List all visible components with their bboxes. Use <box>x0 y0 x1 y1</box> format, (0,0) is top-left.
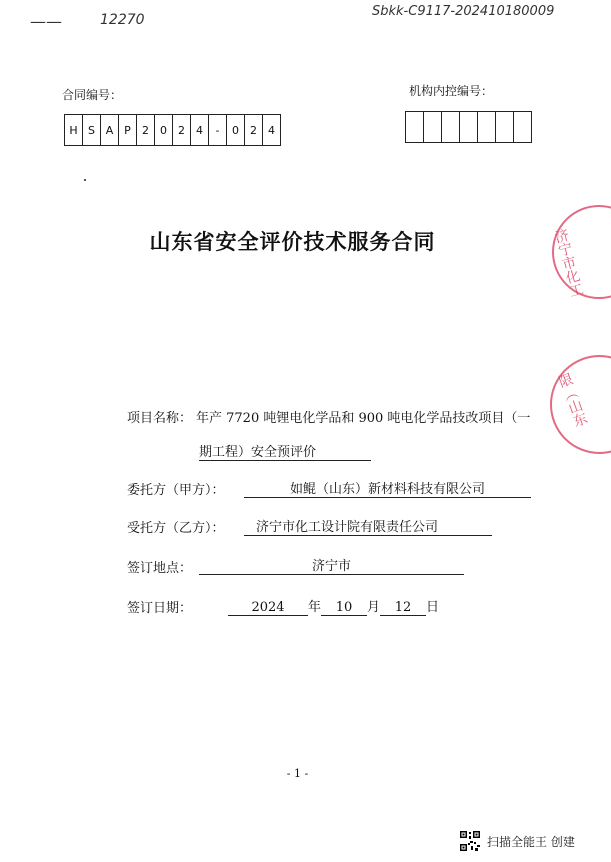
seal-stamp-bottom-text: 限（山东 <box>554 370 590 430</box>
internal-number-cell <box>496 112 514 142</box>
date-day: 12 <box>380 600 426 616</box>
internal-number-cell <box>424 112 442 142</box>
place-label: 签订地点： <box>127 561 193 576</box>
contract-number-cell: 2 <box>137 115 155 145</box>
project-name-line1: 年产 7720 吨锂电化学品和 900 吨电化学品技改项目（一 <box>196 411 531 426</box>
contract-number-cell: 0 <box>155 115 173 145</box>
project-name-line2-text: 期工程）安全预评价 <box>199 445 317 460</box>
date-year-unit: 年 <box>308 600 322 615</box>
date-month: 10 <box>321 600 367 616</box>
internal-number-cell <box>514 112 531 142</box>
internal-number-label: 机构内控编号： <box>409 84 494 98</box>
internal-number-cell <box>460 112 478 142</box>
seal-stamp-top-text: 济宁市化工 <box>551 227 585 299</box>
internal-number-cell <box>442 112 460 142</box>
project-name-label: 项目名称： <box>127 411 193 426</box>
dot-mark <box>84 179 86 181</box>
handwritten-dash: —— <box>30 12 62 31</box>
contract-number-cell: 0 <box>227 115 245 145</box>
project-name-line2 <box>199 441 371 461</box>
client-value: 如鲲（山东）新材料科技有限公司 <box>244 478 531 498</box>
client-label: 委托方（甲方）： <box>127 483 225 498</box>
contract-number-cell: S <box>83 115 101 145</box>
date-month-unit: 月 <box>367 600 381 615</box>
contract-number-cell: 4 <box>268 123 275 137</box>
contract-number-cell: 2 <box>173 115 191 145</box>
contract-number-cell: 2 <box>245 115 263 145</box>
document-title: 山东省安全评价技术服务合同 <box>149 230 436 254</box>
handwritten-note-left: 12270 <box>100 12 145 28</box>
internal-number-cell <box>478 112 496 142</box>
contractor-label: 受托方（乙方）： <box>127 521 225 536</box>
contract-number-boxes <box>64 114 281 146</box>
date-year: 2024 <box>228 600 308 616</box>
date-row <box>228 596 439 616</box>
contract-number-cell: H <box>65 115 83 145</box>
contract-number-cell: P <box>119 115 137 145</box>
contract-number-cell: - <box>209 115 227 145</box>
page-number: - 1 - <box>286 767 309 780</box>
contract-number-cell: A <box>101 115 119 145</box>
contract-number-cell: 4 <box>191 115 209 145</box>
qr-code-icon <box>459 830 481 852</box>
handwritten-note-right: Sbkk-C9117-202410180009 <box>372 4 555 19</box>
contractor-value: 济宁市化工设计院有限责任公司 <box>244 516 492 536</box>
internal-number-cell <box>406 112 424 142</box>
contract-number-label: 合同编号： <box>62 88 123 102</box>
scanner-watermark: 扫描全能王 创建 <box>487 835 575 849</box>
place-value: 济宁市 <box>199 555 464 575</box>
internal-number-boxes <box>405 111 532 143</box>
date-label: 签订日期： <box>127 601 193 616</box>
date-day-unit: 日 <box>426 600 440 615</box>
